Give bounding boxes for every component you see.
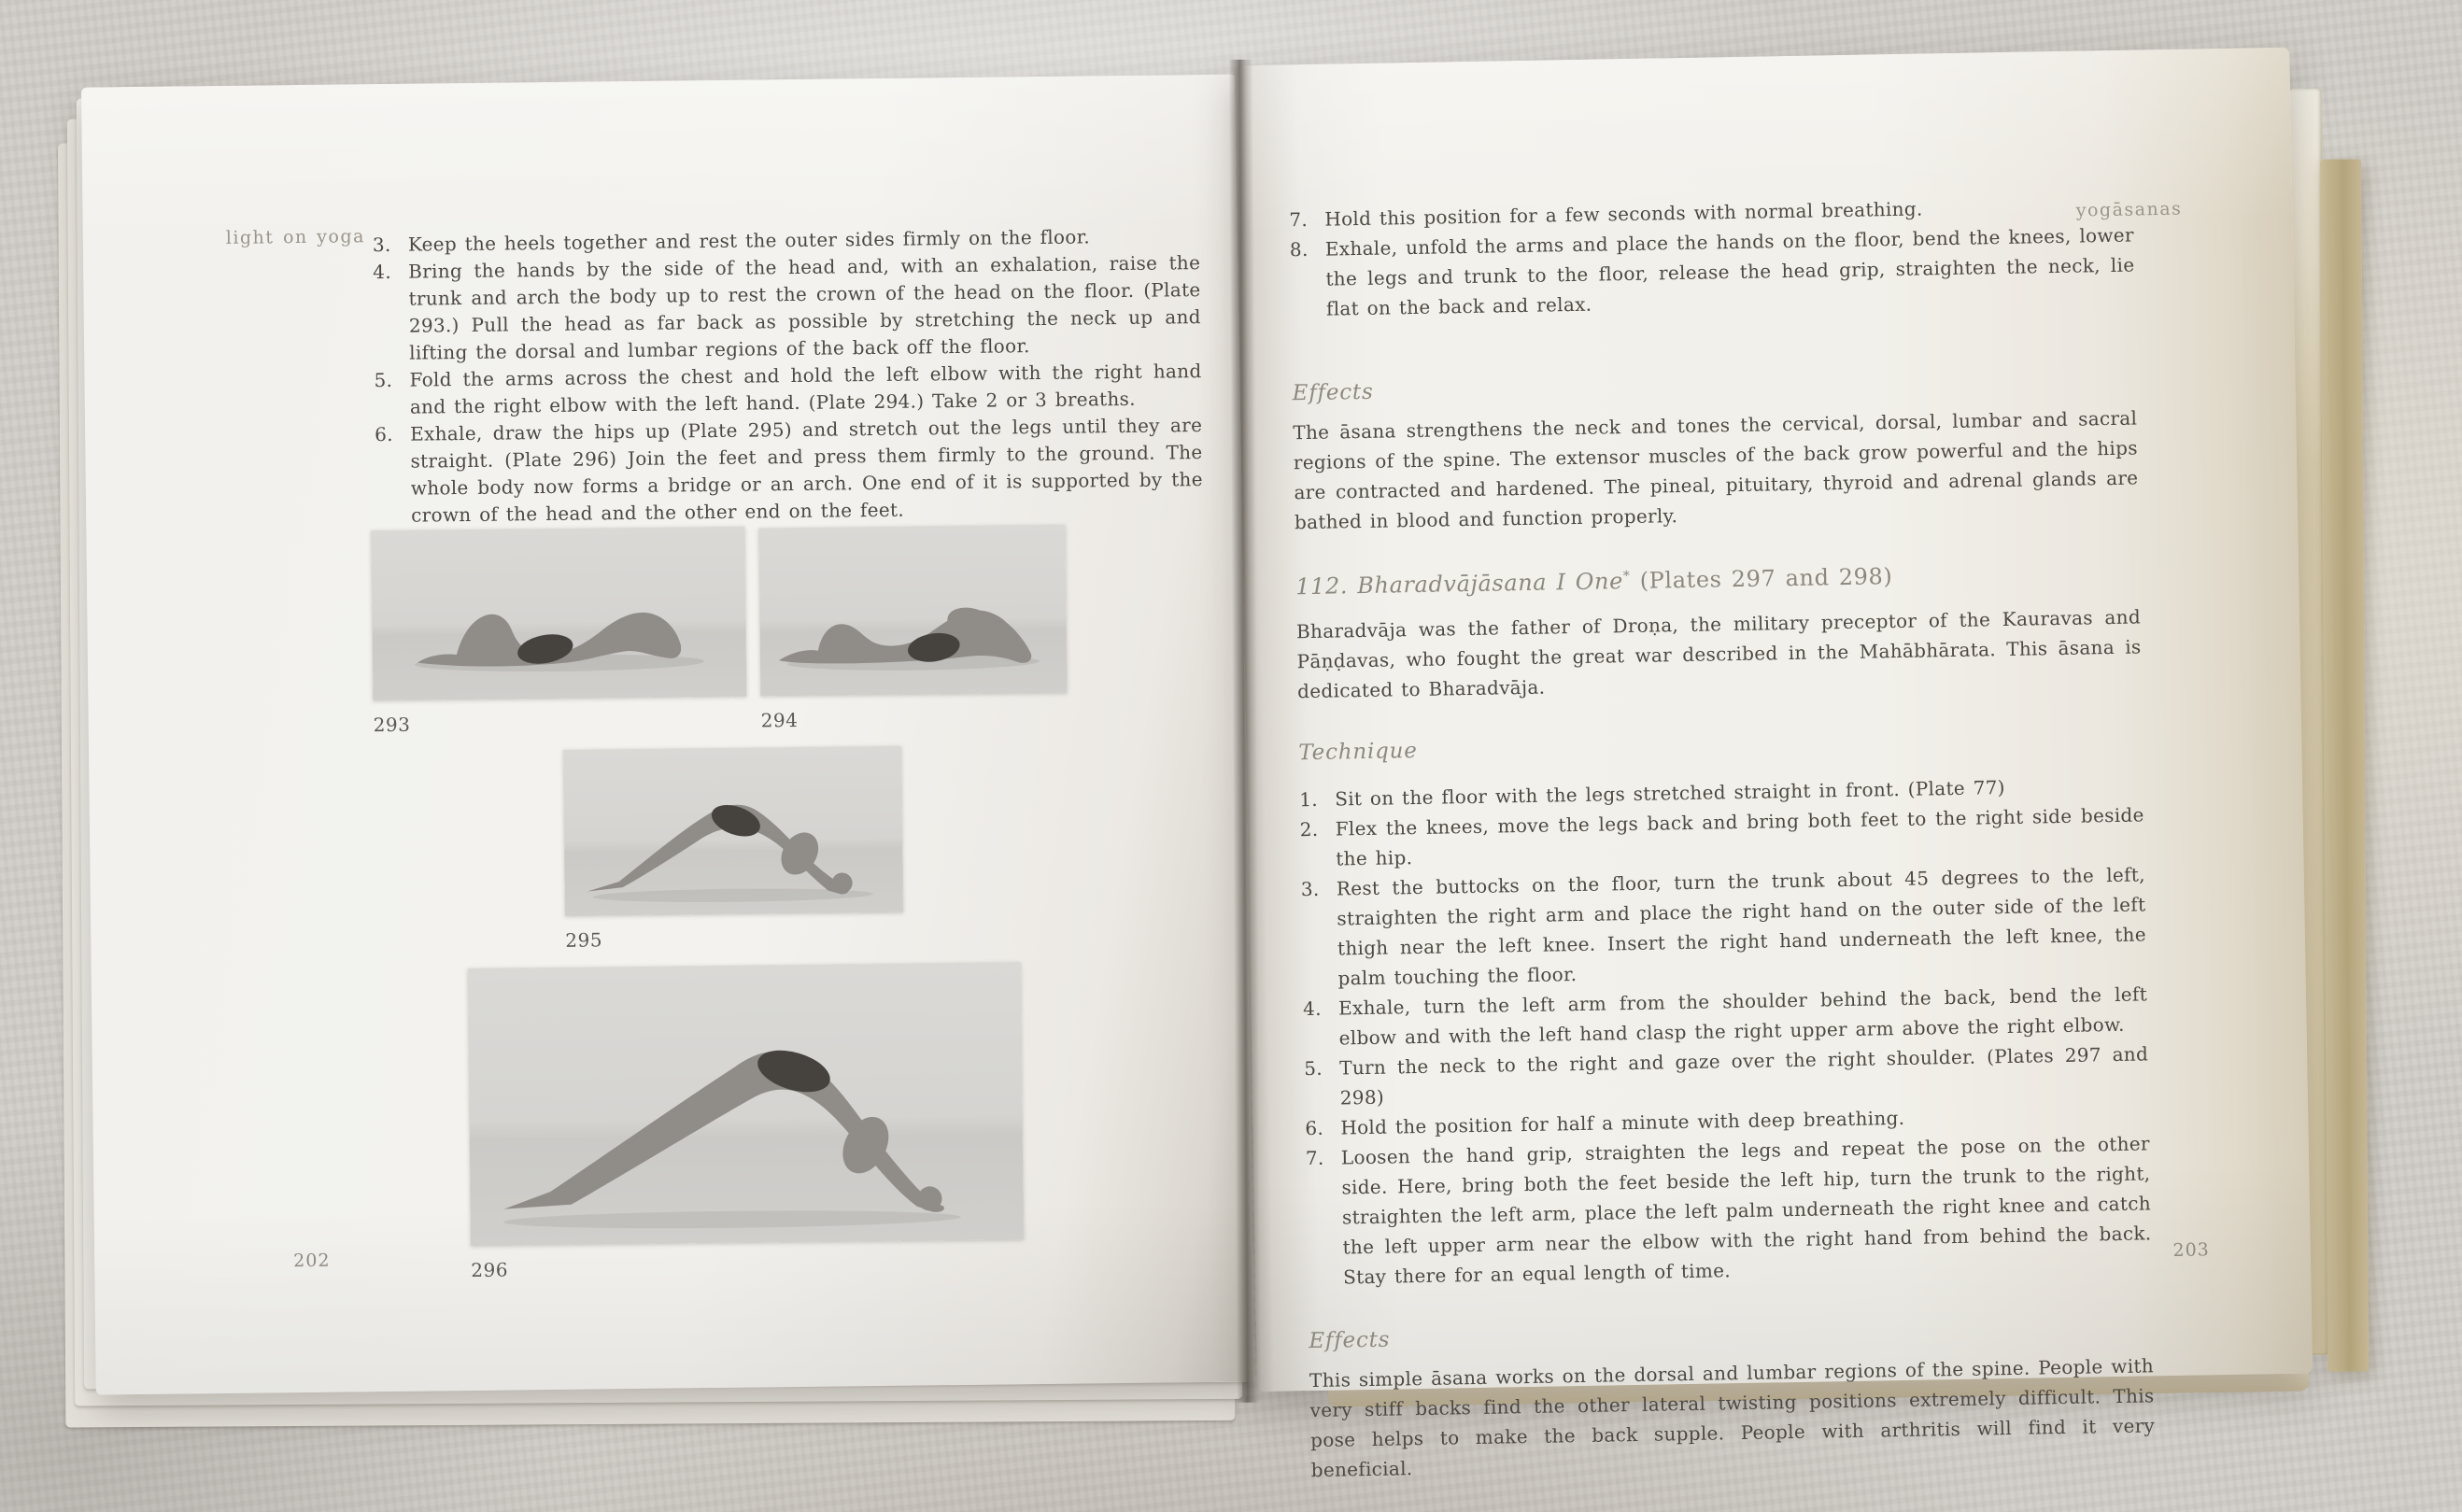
open-book [50, 19, 2374, 1490]
effects-paragraph-2: This simple āsana works on the dorsal and lumbar regions of the spine. People with very stiff backs find the other lateral twisting positions extremely difficult. This pose helps to make the back supple. People with arthritis will find it very beneficial. [1309, 1354, 2156, 1482]
pose-silhouette-arched-back-knees-bent [371, 527, 746, 701]
plate-295-figure [563, 746, 903, 952]
plate-caption: 296 [471, 1258, 509, 1281]
instruction-step [373, 249, 1201, 367]
step-text: Rest the buttocks on the floor, turn the trunk about 45 degrees to the left, straighten the right arm and place the right hand on the outer side of the left thigh near the left knee. Insert the right hand underneath the left knee, the palm touching the floor. [1336, 863, 2147, 990]
left-page-number: 202 [293, 1250, 331, 1272]
step-number: 7. [1289, 207, 1309, 232]
step-number: 6. [1305, 1116, 1324, 1140]
step-number: 3. [1300, 877, 1320, 901]
pose-silhouette-bridge-on-head [563, 746, 903, 916]
step-text: Loosen the hand grip, straighten the legs and repeat the pose on the other side. Here, bring both the feet beside the left hip, turn the trunk to the right, straighten the left arm, place the left palm underneath the right knee and catch the left upper arm near the elbow with the right hand from behind the back. Stay there for an equal length of time. [1340, 1132, 2152, 1289]
step-text: Exhale, draw the hips up (Plate 295) and stretch out the legs until they are straight. (Plate 296) Join the feet and press them firmly to the ground. The whole body now forms a bridge or an arch. One end of it is supported by the crown of the head and the other end on the feet. [410, 414, 1203, 527]
plate-293-figure [371, 527, 746, 737]
step-number: 4. [1302, 996, 1323, 1021]
technique-heading: Technique [1298, 738, 1418, 766]
effects-paragraph-1: The āsana strengthens the neck and tones the cervical, dorsal, lumbar and sacral regions of the spine. The extensor muscles of the back grow powerful and the hips are contracted and hardened. The pineal, pituitary, thyroid and adrenal glands are bathed in blood and function properly. [1293, 406, 2139, 534]
step-number: 6. [375, 422, 394, 446]
right-page-text-column [1289, 191, 2156, 1486]
instruction-step [1290, 220, 2136, 325]
step-number: 5. [1304, 1056, 1323, 1081]
step-number: 3. [372, 233, 391, 257]
technique-step [1301, 859, 2147, 994]
right-running-head: yogāsanas [2075, 198, 2183, 221]
instruction-step [375, 412, 1203, 530]
step-text: Hold the position for half a minute with deep breathing. [1340, 1106, 1905, 1139]
pose-silhouette-arms-folded-head-back [758, 525, 1067, 697]
plate-294-figure [758, 525, 1067, 732]
left-instruction-list [373, 222, 1204, 530]
plate-293-photo [371, 527, 746, 701]
pose-silhouette-high-bridge-straight-legs [468, 962, 1024, 1246]
technique-list [1299, 770, 2152, 1293]
right-page-number: 203 [2172, 1239, 2210, 1261]
step-text: Sit on the floor with the legs stretched straight in front. (Plate 77) [1334, 776, 2005, 811]
section-intro-paragraph: Bharadvāja was the father of Droṇa, the military preceptor of the Kauravas and Pāṇḍavas, who fought the great war described in the Mahābhārata. This āsana is dedicated to Bharadvāja. [1295, 605, 2142, 703]
step-number: 1. [1298, 787, 1319, 812]
plate-295-photo [563, 746, 903, 916]
step-text: Exhale, turn the left arm from the shoulder behind the back, bend the left elbow and with the left hand clasp the right upper arm above the right elbow. [1337, 982, 2148, 1050]
right-instruction-list [1289, 191, 2135, 325]
plate-caption: 295 [565, 928, 603, 952]
plate-caption: 293 [373, 713, 411, 737]
right-fore-edge-pages-back [2320, 159, 2369, 1371]
section-plates-reference: (Plates 297 and 298) [1630, 563, 1893, 594]
difficulty-star: * [1622, 568, 1631, 585]
step-text: Bring the hands by the side of the head and, with an exhalation, raise the trunk and arch the body up to rest the crown of the head on the floor. (Plate 293.) Pull the head as far back as possible by stretching the neck up and lifting the dorsal and lumbar regions of the back off the floor. [408, 251, 1201, 364]
right-page [1234, 48, 2313, 1482]
step-text: Hold this position for a few seconds with normal breathing. [1324, 197, 1923, 231]
step-number: 2. [1299, 817, 1319, 841]
step-number: 7. [1305, 1146, 1324, 1170]
technique-step [1306, 1128, 2153, 1293]
plate-294-photo [758, 525, 1067, 697]
step-text: Keep the heels together and rest the outer sides firmly on the floor. [407, 225, 1091, 256]
step-text: Turn the neck to the right and gaze over the right shoulder. (Plates 297 and 298) [1339, 1042, 2149, 1109]
step-number: 4. [373, 260, 392, 284]
effects-heading-2: Effects [1309, 1327, 1391, 1354]
plate-296-figure [468, 962, 1025, 1281]
instruction-step [374, 358, 1202, 421]
section-number-and-name: 112. Bharadvājāsana I One [1295, 568, 1624, 601]
section-heading [1295, 552, 2141, 601]
left-page [81, 75, 1254, 1395]
effects-heading-1: Effects [1292, 379, 1374, 406]
plate-caption: 294 [760, 708, 799, 732]
step-text: Flex the knees, move the legs back and bring both feet to the right side beside the hip. [1335, 803, 2144, 870]
step-number: 5. [374, 368, 393, 392]
step-text: Exhale, unfold the arms and place the hands on the floor, bend the knees, lower the legs and trunk to the floor, release the head grip, straighten the neck, lie flat on the back and relax. [1324, 223, 2135, 320]
step-number: 8. [1289, 237, 1309, 261]
plate-296-photo [468, 962, 1024, 1246]
step-text: Fold the arms across the chest and hold the left elbow with the right hand and the right elbow with the left hand. (Plate 294.) Take 2 or 3 breaths. [409, 360, 1202, 418]
left-running-head: light on yoga [225, 226, 366, 248]
